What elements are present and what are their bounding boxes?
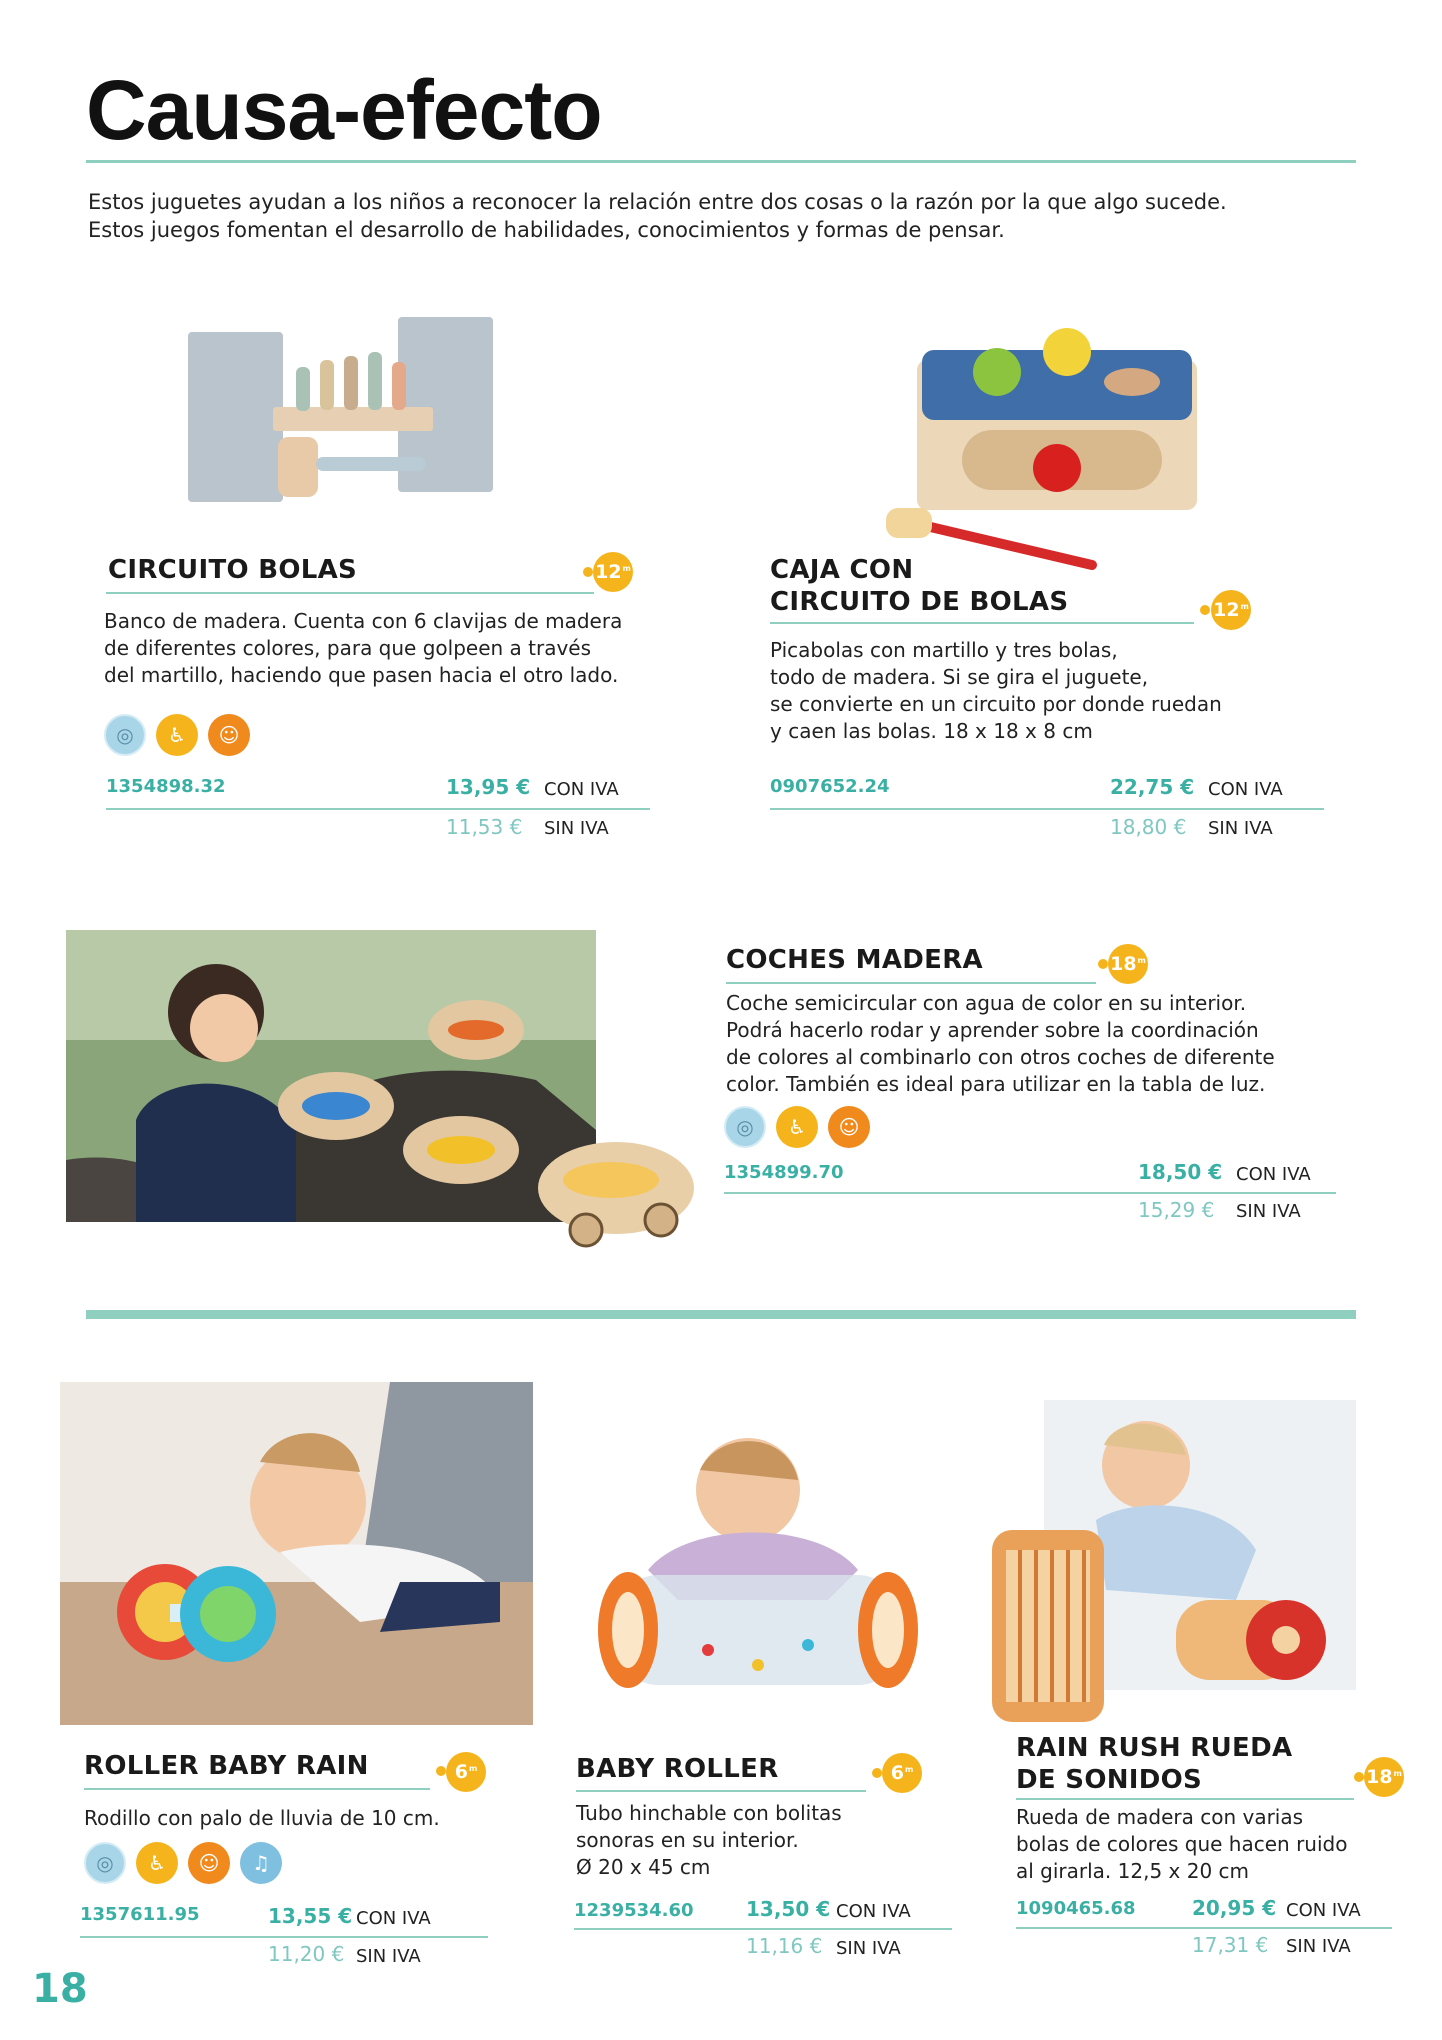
price-rule xyxy=(80,1936,488,1938)
product-ref: 1090465.68 xyxy=(1016,1898,1136,1919)
product-name-baby-roller: BABY ROLLER xyxy=(576,1754,779,1784)
age-badge: 6 $^m$ xyxy=(446,1752,486,1792)
product-name-rule xyxy=(576,1790,866,1792)
product-name-rule xyxy=(726,982,1096,984)
product-image-baby-roller xyxy=(588,1400,928,1730)
con-iva-label: CON IVA xyxy=(836,1901,911,1922)
product-ref: 1354899.70 xyxy=(724,1162,844,1183)
age-badge-dot xyxy=(1354,1772,1364,1782)
product-description: Coche semicircular con agua de color en su interior. Podrá hacerlo rodar y aprender sobre la coordinación de colores al combinarlo con otros coches de diferente color. También es ideal para utilizar en la tabla de luz. xyxy=(726,991,1275,1096)
section-divider xyxy=(86,1310,1356,1319)
product-description: Banco de madera. Cuenta con 6 clavijas de madera de diferentes colores, para que golpeen a través del martillo, haciendo que pasen hacia el otro lado. xyxy=(104,609,623,687)
con-iva-label: CON IVA xyxy=(1208,779,1283,800)
price-sin-iva: 11,16 € xyxy=(746,1934,823,1958)
product-image-roller-baby-rain xyxy=(60,1382,533,1725)
price-con-iva: 18,50 € xyxy=(1138,1160,1223,1184)
product-description: Tubo hinchable con bolitas sonoras en su interior. Ø 20 x 45 cm xyxy=(576,1801,842,1879)
age-badge-dot xyxy=(583,567,593,577)
con-iva-label: CON IVA xyxy=(544,779,619,800)
social-icon: ☺ xyxy=(828,1106,870,1148)
product-name-coches-madera: COCHES MADERA xyxy=(726,945,983,975)
con-iva-label: CON IVA xyxy=(1236,1164,1311,1185)
eye-hand-icon: ◎ xyxy=(84,1842,126,1884)
price-con-iva: 13,95 € xyxy=(446,775,531,799)
product-image-circuito-bolas xyxy=(168,292,588,522)
product-name-rule xyxy=(770,622,1194,624)
intro-line-2: Estos juegos fomentan el desarrollo de habilidades, conocimientos y formas de pensar. xyxy=(88,218,1005,242)
price-sin-iva: 11,20 € xyxy=(268,1942,345,1966)
page-number: 18 xyxy=(32,1966,88,2012)
price-sin-iva: 15,29 € xyxy=(1138,1198,1215,1222)
product-description: Picabolas con martillo y tres bolas, todo de madera. Si se gira el juguete, se convierte en un circuito por donde ruedan y caen las bolas. 18 x 18 x 8 cm xyxy=(770,638,1222,743)
price-con-iva: 22,75 € xyxy=(1110,775,1195,799)
social-icon: ☺ xyxy=(208,714,250,756)
product-image-caja-circuito xyxy=(862,300,1212,580)
age-badge: 18 $^m$ xyxy=(1364,1757,1404,1797)
price-sin-iva: 18,80 € xyxy=(1110,815,1187,839)
con-iva-label: CON IVA xyxy=(1286,1900,1361,1921)
age-badge-dot xyxy=(1200,605,1210,615)
price-sin-iva: 11,53 € xyxy=(446,815,523,839)
product-ref: 1357611.95 xyxy=(80,1904,200,1925)
age-badge: 6 $^m$ xyxy=(882,1753,922,1793)
product-image-rain-rush xyxy=(986,1400,1356,1732)
sin-iva-label: SIN IVA xyxy=(1286,1936,1351,1957)
product-ref: 1354898.32 xyxy=(106,776,226,797)
age-badge: 12 $^m$ xyxy=(593,552,633,592)
price-rule xyxy=(106,808,650,810)
price-rule xyxy=(574,1928,952,1930)
title-divider xyxy=(86,160,1356,163)
sin-iva-label: SIN IVA xyxy=(1236,1201,1301,1222)
age-badge: 18 $^m$ xyxy=(1108,944,1148,984)
age-badge: 12 $^m$ xyxy=(1211,590,1251,630)
product-description: Rodillo con palo de lluvia de 10 cm. xyxy=(84,1806,440,1830)
price-con-iva: 13,55 € xyxy=(268,1904,353,1928)
product-name-rule xyxy=(84,1788,430,1790)
sin-iva-label: SIN IVA xyxy=(544,818,609,839)
sin-iva-label: SIN IVA xyxy=(356,1946,421,1967)
sin-iva-label: SIN IVA xyxy=(836,1938,901,1959)
product-name-rule xyxy=(106,592,594,594)
skill-icons xyxy=(104,714,250,756)
skill-icons xyxy=(724,1106,870,1148)
motor-icon: ♿ xyxy=(776,1106,818,1148)
product-name-caja-circuito: CAJA CON CIRCUITO DE BOLAS xyxy=(770,555,1069,617)
price-rule xyxy=(770,808,1324,810)
age-badge-dot xyxy=(872,1768,882,1778)
age-badge-dot xyxy=(1098,959,1108,969)
product-name-circuito-bolas: CIRCUITO BOLAS xyxy=(108,555,358,585)
motor-icon: ♿ xyxy=(156,714,198,756)
price-rule xyxy=(724,1192,1336,1194)
price-con-iva: 13,50 € xyxy=(746,1897,831,1921)
product-image-coches-madera xyxy=(66,930,696,1262)
product-ref: 1239534.60 xyxy=(574,1900,694,1921)
price-sin-iva: 17,31 € xyxy=(1192,1933,1269,1957)
eye-hand-icon: ◎ xyxy=(724,1106,766,1148)
page-title: Causa-efecto xyxy=(86,63,602,157)
product-name-rain-rush: RAIN RUSH RUEDA DE SONIDOS xyxy=(1016,1733,1293,1795)
social-icon: ☺ xyxy=(188,1842,230,1884)
product-name-rule xyxy=(1016,1798,1354,1800)
price-rule xyxy=(1016,1927,1392,1929)
price-con-iva: 20,95 € xyxy=(1192,1896,1277,1920)
product-ref: 0907652.24 xyxy=(770,776,890,797)
intro-line-1: Estos juguetes ayudan a los niños a reconocer la relación entre dos cosas o la razón por la que algo sucede. xyxy=(88,190,1227,214)
intro-text xyxy=(88,188,1368,244)
music-icon: ♫ xyxy=(240,1842,282,1884)
sin-iva-label: SIN IVA xyxy=(1208,818,1273,839)
age-badge-dot xyxy=(436,1766,446,1776)
product-name-roller-baby-rain: ROLLER BABY RAIN xyxy=(84,1751,369,1781)
skill-icons xyxy=(84,1842,282,1884)
con-iva-label: CON IVA xyxy=(356,1908,431,1929)
product-description: Rueda de madera con varias bolas de colores que hacen ruido al girarla. 12,5 x 20 cm xyxy=(1016,1805,1348,1883)
eye-hand-icon: ◎ xyxy=(104,714,146,756)
motor-icon: ♿ xyxy=(136,1842,178,1884)
